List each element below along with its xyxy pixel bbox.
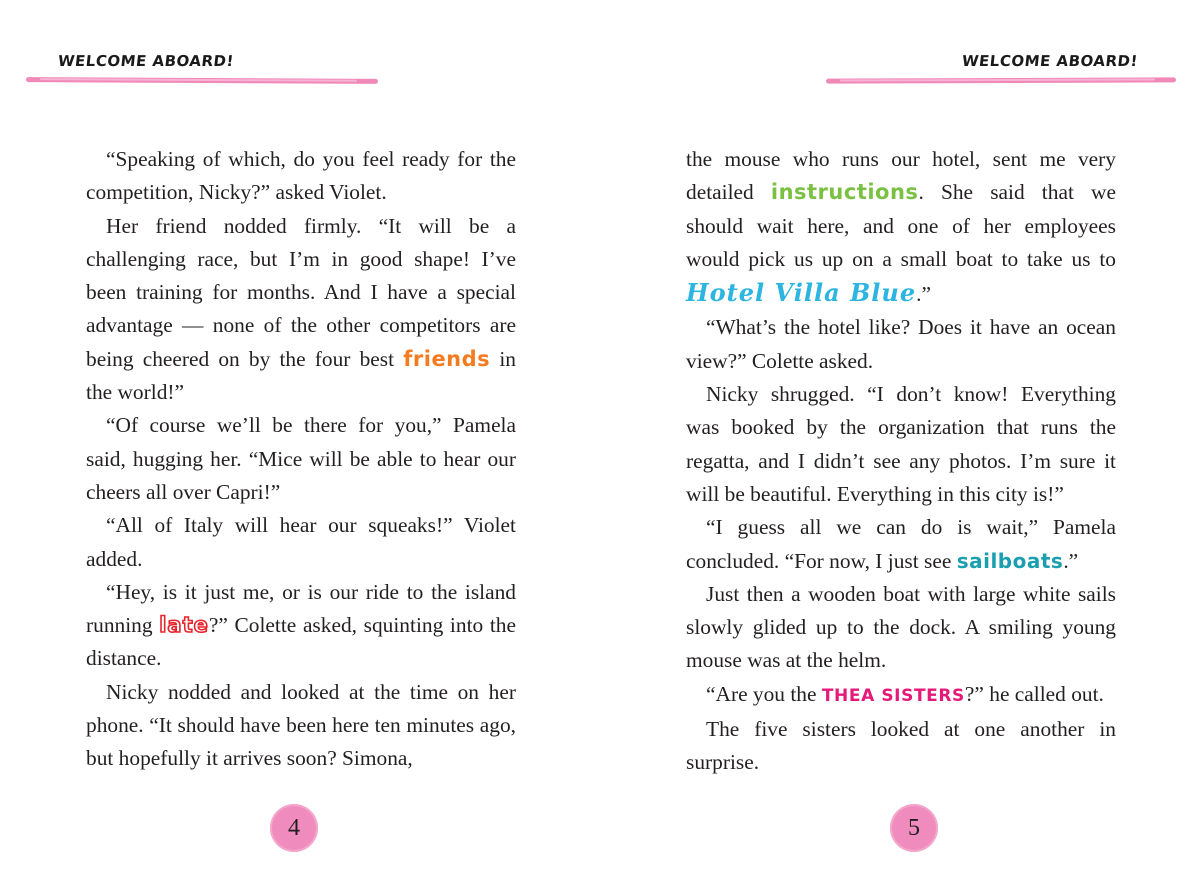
text-run: Her friend nodded firmly. “It will be a challenging race, but I’m in good shape! I’ve been training for months. And I have a special advantage — none of the other competitors are being cheered on by the four best xyxy=(86,213,516,371)
paragraph xyxy=(86,676,516,776)
page-number: 5 xyxy=(908,814,920,841)
paragraph-continuation xyxy=(686,143,1116,311)
text-run: .” xyxy=(1063,548,1079,573)
keyword-friends: friends xyxy=(403,346,491,371)
text-run: the mouse who runs our hotel, sent me very detailed xyxy=(686,147,1116,205)
keyword-late: late xyxy=(159,613,209,638)
paragraph xyxy=(686,511,1116,578)
paragraph xyxy=(686,678,1116,713)
keyword-sailboats: sailboats xyxy=(956,548,1064,573)
paragraph xyxy=(86,509,516,576)
page-number: 4 xyxy=(288,814,300,841)
text-run: “Of course we’ll be there for you,” Pamela said, hugging her. “Mice will be able to hear our cheers all over Capri!” xyxy=(86,413,516,504)
text-run: “I guess all we can do is wait,” Pamela concluded. “For now, I just see xyxy=(686,515,1116,573)
text-run: ?” Colette asked, squinting into the distance. xyxy=(86,613,516,671)
right-header-rule xyxy=(826,77,1176,83)
text-run: in the world!” xyxy=(86,346,516,405)
text-run: ?” he called out. xyxy=(964,681,1104,706)
keyword-instructions: instructions xyxy=(770,180,919,205)
left-header-rule xyxy=(26,77,378,84)
text-run: “Hey, is it just me, or is our ride to the island running xyxy=(86,579,516,638)
text-run: “Speaking of which, do you feel ready for the competition, Nicky?” asked Violet. xyxy=(86,147,516,205)
paragraph xyxy=(86,576,516,676)
page-number-badge-left xyxy=(270,804,318,852)
paragraph xyxy=(686,713,1116,780)
left-running-header: WELCOME ABOARD! xyxy=(57,52,235,70)
page-number-badge-right xyxy=(890,804,938,852)
text-run: Nicky shrugged. “I don’t know! Everything was booked by the organization that runs the regatta, and I didn’t see any photos. I’m sure it will be beautiful. Everything in this city is!” xyxy=(686,382,1116,506)
text-run: . She said that we should wait here, and one of her employees would pick us up on a small boat to take us to xyxy=(686,180,1116,271)
paragraph xyxy=(86,210,516,410)
text-run: “What’s the hotel like? Does it have an ocean view?” Colette asked. xyxy=(686,315,1116,373)
paragraph xyxy=(686,578,1116,678)
keyword-hotel-villa-blue: Hotel Villa Blue xyxy=(686,278,917,308)
left-page-text xyxy=(86,143,516,776)
right-page-text xyxy=(686,143,1116,780)
paragraph xyxy=(86,409,516,509)
text-run: “Are you the xyxy=(706,681,822,706)
text-run: Nicky nodded and looked at the time on her phone. “It should have been here ten minutes ago, but hopefully it arrives soon? Simona, xyxy=(86,679,516,771)
text-run: Just then a wooden boat with large white sails slowly glided up to the dock. A smiling young mouse was at the helm. xyxy=(686,581,1116,673)
paragraph xyxy=(686,311,1116,378)
right-running-header: WELCOME ABOARD! xyxy=(961,52,1139,70)
paragraph xyxy=(686,378,1116,511)
paragraph xyxy=(86,143,516,210)
keyword-thea-sisters: THEA SISTERS xyxy=(821,685,965,706)
text-run: “All of Italy will hear our squeaks!” Violet added. xyxy=(86,513,516,571)
text-run: The five sisters looked at one another in surprise. xyxy=(686,717,1116,775)
text-run: .” xyxy=(916,282,931,307)
